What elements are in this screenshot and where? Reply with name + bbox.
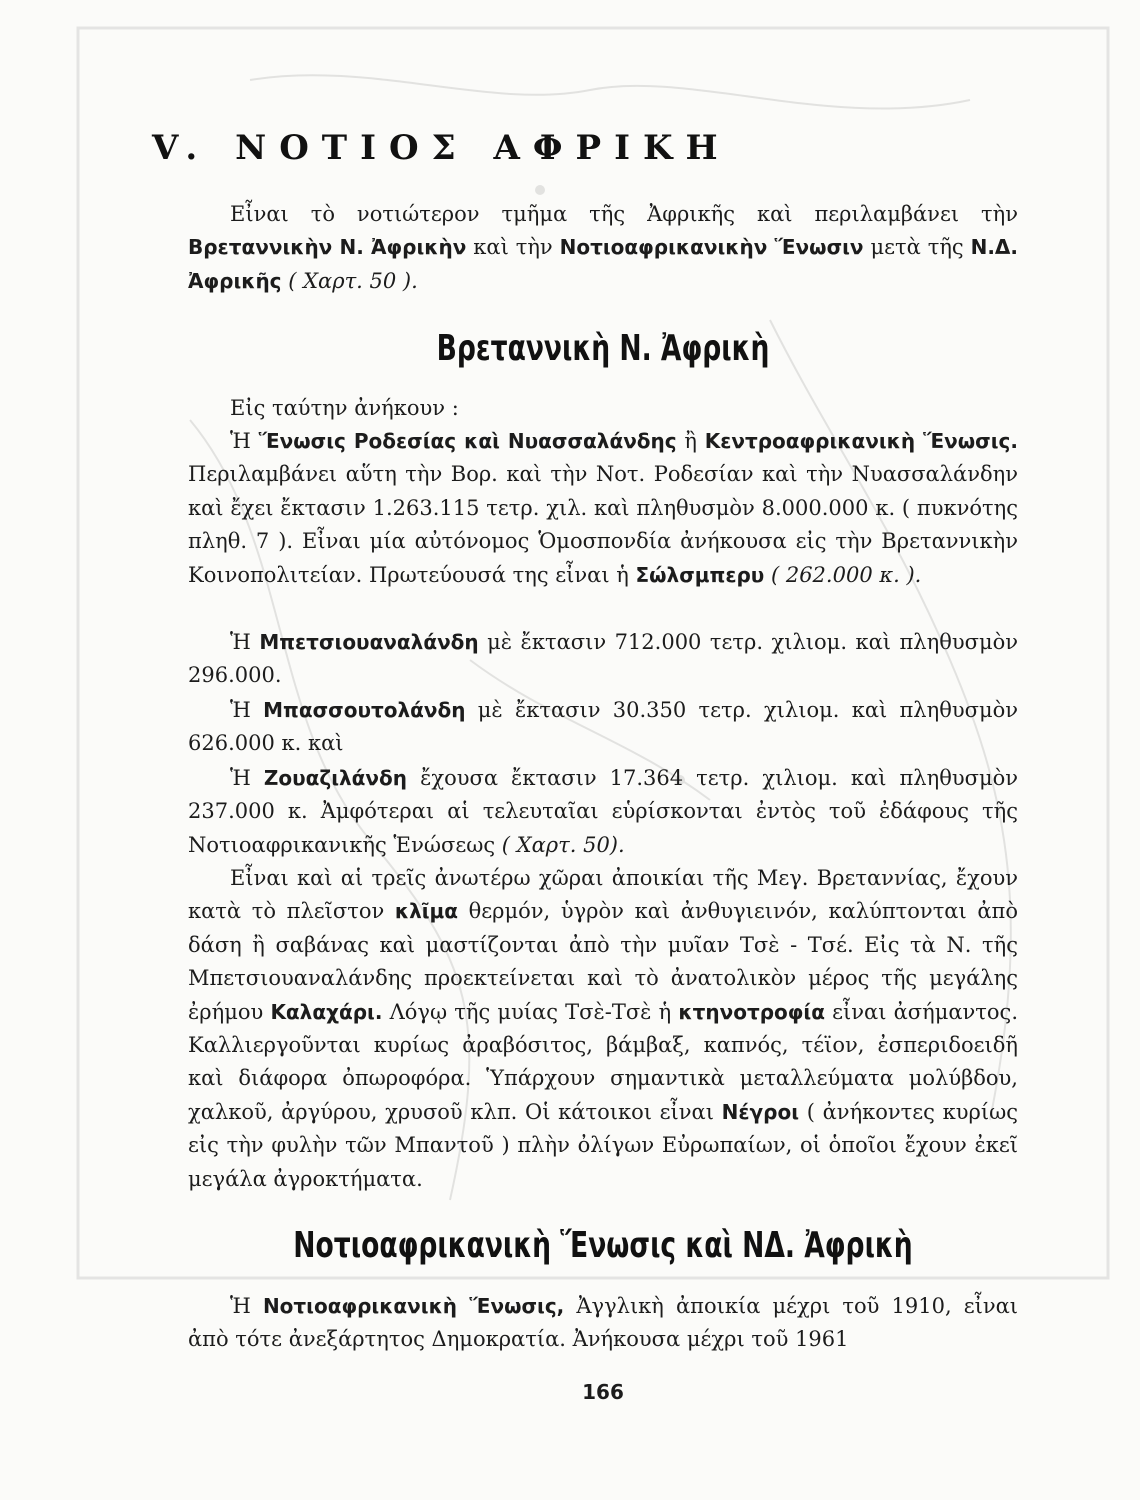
section-heading-british-south-africa: Βρεταννικὴ Ν. Ἀφρικὴ <box>436 328 770 369</box>
bold-term: Ν.Δ. Ἀφρικῆς <box>188 235 1019 293</box>
bold-term: Σώλσμπερυ <box>635 562 765 587</box>
text-run: ( ἀνήκοντες κυρίως εἰς τὴν φυλὴν τῶν Μπαντοῦ ) πλὴν ὀλίγων Εὐρωπαίων, οἱ ὁποῖοι ἔχουν ἐκεῖ μεγάλα ἀγροκτήματα. <box>188 1099 1018 1191</box>
section2-paragraph-union <box>188 1290 1018 1357</box>
text-run: Ἡ <box>230 1294 263 1318</box>
bold-term: Ζουαζιλάνδη <box>263 766 408 790</box>
text-run: Ἡ <box>230 429 259 453</box>
text-run: μετὰ τῆς <box>863 235 971 260</box>
text-run: Περιλαμβάνει αὕτη τὴν Βορ. καὶ τὴν Νοτ. Ροδεσίαν καὶ τὴν Νυασσαλάνδην καὶ ἔχει ἔκτασιν 1.263.115 τετρ. χιλ. καὶ πληθυσμὸν 8.000.000 κ. ( πυκνότης πληθ. 7 ). Εἶναι μία αὐτόνομος Ὁμοσπονδία ἀνήκουσα εἰς τὴν Βρεταννικὴν Κοινοπολιτείαν. Πρωτεύουσά της εἶναι ἡ <box>188 462 1018 587</box>
bold-term: κλῖμα <box>394 899 458 924</box>
text-run: μὲ ἔκτασιν 30.350 τετρ. χιλιομ. καὶ πληθυσμὸν 626.000 κ. καὶ <box>188 698 1019 756</box>
italic-note: ( Χαρτ. 50 ). <box>281 268 418 293</box>
text-run: Εἶναι καὶ αἱ τρεῖς ἀνωτέρω χῶραι ἀποικίαι τῆς Μεγ. Βρεταννίας, ἔχουν κατὰ τὸ πλεῖστον <box>188 866 1018 924</box>
text-run: καὶ τὴν <box>466 235 560 260</box>
text-run: Ἡ <box>230 630 260 654</box>
intro-paragraph <box>188 198 1018 298</box>
text-run: μὲ ἔκτασιν 712.000 τετρ. χιλιομ. καὶ πληθυσμὸν 296.000. <box>188 630 1018 688</box>
text-run: Ἀγγλικὴ ἀποικία μέχρι τοῦ 1910, εἶναι ἀπὸ τότε ἀνεξάρτητος Δημοκρατία. Ἀνήκουσα μέχρι τοῦ 1961 <box>188 1294 1019 1352</box>
text-run: ἢ <box>676 429 705 453</box>
section1-paragraph-basutoland <box>188 694 1018 761</box>
section1-paragraph-bechuanaland <box>188 626 1018 693</box>
section1-lead: Εἰς ταύτην ἀνήκουν : <box>230 396 459 420</box>
bold-term: κτηνοτροφία <box>678 999 825 1024</box>
italic-note: ( 262.000 κ. ). <box>764 562 922 587</box>
page-number: 166 <box>582 1380 624 1404</box>
text-run: Ἡ <box>230 766 264 790</box>
text-run: ἔχουσα ἔκτασιν 17.364 τετρ. χιλιομ. καὶ πληθυσμὸν 237.000 κ. Ἀμφότεραι αἱ τελευταῖαι εὑρίσκονται ἐντὸς τοῦ ἐδάφους τῆς Νοτιοαφρικανικῆς Ἑνώσεως <box>188 766 1019 857</box>
bold-term: Ἕνωσις Ροδεσίας καὶ Νυασσαλάνδης <box>258 429 677 453</box>
bold-term: Μπασσουτολάνδη <box>263 698 466 722</box>
chapter-title: V. ΝΟΤΙΟΣ ΑΦΡΙΚΗ <box>152 128 731 168</box>
bold-term: Νοτιοαφρικανικὴν Ἕνωσιν <box>559 235 864 260</box>
bold-term: Μπετσιουαναλάνδη <box>259 630 479 654</box>
text-run: θερμόν, ὑγρὸν καὶ ἀνθυγιεινόν, καλύπτονται ἀπὸ δάση ἢ σαβάνας καὶ μαστίζονται ἀπὸ τὴν μυῖαν Τσὲ - Τσέ. Εἰς τὰ Ν. τῆς Μπετσιουαναλάνδης προεκτείνεται καὶ τὸ ἀνατολικὸν μέρος τῆς μεγάλης ἐρήμου <box>188 899 1018 1024</box>
text-run: Λόγῳ τῆς μυίας Τσὲ-Τσὲ ἡ <box>382 999 679 1024</box>
section-heading-south-african-union: Νοτιοαφρικανικὴ Ἕνωσις καὶ ΝΔ. Ἀφρικὴ <box>293 1225 913 1266</box>
bold-term: Νέγροι <box>721 1099 800 1124</box>
bold-term: Κεντροαφρικανικὴ Ἕνωσις. <box>704 429 1019 453</box>
text-run: Ἡ <box>230 698 264 722</box>
bold-term: Βρεταννικὴν Ν. Ἀφρικὴν <box>188 235 467 260</box>
bold-term: Νοτιοαφρικανικὴ Ἕνωσις, <box>262 1294 565 1318</box>
text-run: Εἶναι τὸ νοτιώτερον τμῆμα τῆς Ἀφρικῆς καὶ περιλαμβάνει τὴν <box>230 202 1018 226</box>
bold-term: Καλαχάρι. <box>270 999 383 1024</box>
italic-note: ( Χαρτ. 50). <box>501 832 625 857</box>
section1-paragraph-swaziland <box>188 762 1018 862</box>
text-run: εἶναι ἀσήμαντος. Καλλιεργοῦνται κυρίως ἀραβόσιτος, βάμβαξ, καπνός, τέϊον, ἐσπεριδοειδῆ καὶ διάφορα ὀπωροφόρα. Ὑπάρχουν σημαντικὰ μεταλλεύματα μολύβδου, χαλκοῦ, ἀργύρου, χρυσοῦ κλπ. Οἱ κάτοικοι εἶναι <box>188 999 1018 1124</box>
section1-paragraph-climate <box>188 862 1018 1196</box>
section1-paragraph-rhodesia <box>188 425 1018 592</box>
